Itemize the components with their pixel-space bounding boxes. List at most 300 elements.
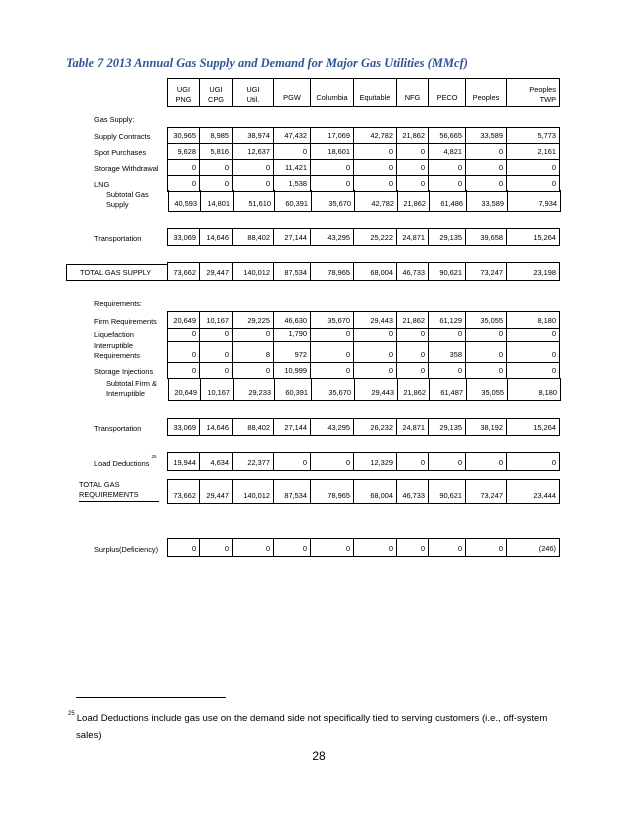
row-label-text: Requirements: <box>94 299 143 309</box>
table-cell: 38,974 <box>247 131 270 141</box>
table-cell: 24,871 <box>402 233 425 243</box>
table-cell: 33,069 <box>173 233 196 243</box>
table-row <box>66 378 561 401</box>
table-cell: 0 <box>551 163 556 173</box>
table-cell: 0 <box>265 329 270 339</box>
row-label <box>66 454 167 471</box>
table-cell-box <box>274 142 311 159</box>
table-cell-box <box>429 142 466 159</box>
row-label <box>66 160 167 176</box>
row-label <box>66 297 167 311</box>
table-cell-box <box>200 327 233 341</box>
row-label-text: Subtotal Gas Supply <box>106 190 149 210</box>
table-cell: 0 <box>224 366 229 376</box>
table-cell-box <box>354 142 397 159</box>
row-label <box>66 540 167 557</box>
table-cell-box <box>354 539 397 556</box>
table-cell-box <box>167 539 200 556</box>
row-label <box>66 363 167 379</box>
row-label <box>66 113 167 127</box>
table-cell-box <box>466 539 507 556</box>
table-cell-box <box>234 378 275 400</box>
table-cell: 35,055 <box>480 316 503 326</box>
table-cell: 0 <box>498 458 503 468</box>
table-cell-box <box>200 159 233 175</box>
table-cell: 78,965 <box>327 491 350 501</box>
table-cell: 1,538 <box>288 179 307 189</box>
table-cell: 56,665 <box>439 131 462 141</box>
table-cell-box <box>429 229 466 245</box>
table-cell: 18,601 <box>327 147 350 157</box>
table-cell-box <box>354 175 397 191</box>
table-cell: 0 <box>345 329 350 339</box>
table-cell-box <box>233 142 274 159</box>
column-header-line: UGI <box>246 85 260 94</box>
table-cell: 5,816 <box>210 147 229 157</box>
table-cell-box <box>397 419 429 435</box>
table-cell-box <box>200 480 233 503</box>
table-cell: 61,129 <box>439 316 462 326</box>
column-header <box>167 79 200 106</box>
table-cell: 0 <box>191 350 196 360</box>
table-cell: 27,144 <box>284 423 307 433</box>
table-cell-box <box>233 327 274 341</box>
table-cell-box <box>233 539 274 556</box>
table-cell: 88,402 <box>247 423 270 433</box>
table-cell-box <box>311 327 354 341</box>
table-cell: 35,670 <box>328 388 351 398</box>
table-row <box>66 452 560 471</box>
table-cell: 0 <box>345 163 350 173</box>
table-cell-box <box>398 190 430 211</box>
row-label <box>66 230 167 246</box>
table-cell-box <box>430 378 467 400</box>
row-label-text: Supply Contracts <box>94 132 151 142</box>
table-cell: 0 <box>265 366 270 376</box>
table-cell: 0 <box>420 350 425 360</box>
table-cell-box <box>507 128 560 143</box>
table-cell: 68,004 <box>370 491 393 501</box>
table-cell: 39,658 <box>480 233 503 243</box>
table-cell-box <box>397 453 429 470</box>
footnote-separator <box>76 697 226 698</box>
table-cell-box <box>397 229 429 245</box>
table-cell-box <box>507 419 560 435</box>
table-cell: 24,871 <box>402 423 425 433</box>
table-cell-box <box>233 229 274 245</box>
table-cell-box <box>200 128 233 143</box>
column-header-line: UGI <box>209 85 223 94</box>
table-cell-box <box>200 263 233 280</box>
column-header-line: Util. <box>246 94 260 104</box>
table-cell-box <box>167 229 200 245</box>
table-cell-box <box>274 327 311 341</box>
table-row <box>66 418 560 436</box>
table-cell: 23,198 <box>533 268 556 278</box>
table-cell: 0 <box>224 544 229 554</box>
table-cell: 0 <box>498 147 503 157</box>
table-cell-box <box>354 480 397 503</box>
table-cell: 0 <box>388 350 393 360</box>
table-cell-box <box>274 362 311 378</box>
table-cell: 21,862 <box>402 131 425 141</box>
table-cell: 23,444 <box>533 491 556 501</box>
table-cell-box <box>233 128 274 143</box>
table-cell-box <box>354 362 397 378</box>
row-label-text: Firm Requirements <box>94 317 157 327</box>
table-cell: 51,610 <box>248 199 271 209</box>
row-label-text: Spot Purchases <box>94 148 147 158</box>
table-cell-box <box>167 419 200 435</box>
table-cell: 35,670 <box>328 199 351 209</box>
table-cell-box <box>430 190 467 211</box>
table-row <box>66 159 560 176</box>
table-cell: 0 <box>224 179 229 189</box>
table-cell-box <box>466 341 507 362</box>
table-cell-box <box>275 378 312 400</box>
table-cell: 19,944 <box>173 458 196 468</box>
table-cell-box <box>429 327 466 341</box>
table-cell-box <box>466 362 507 378</box>
table-cell: 0 <box>191 366 196 376</box>
table-row <box>66 228 560 246</box>
table-cell: 0 <box>388 366 393 376</box>
table-cell: 29,443 <box>371 388 394 398</box>
table-cell: 90,621 <box>439 491 462 501</box>
table-cell: 0 <box>302 147 307 157</box>
table-cell: 29,447 <box>206 268 229 278</box>
table-cell: 0 <box>457 329 462 339</box>
table-cell-box <box>397 142 429 159</box>
table-cell-box <box>429 341 466 362</box>
table-cell-box <box>233 312 274 328</box>
table-cell: 0 <box>551 366 556 376</box>
table-cell-box <box>397 175 429 191</box>
table-cell-box <box>167 175 200 191</box>
table-cell-box <box>233 341 274 362</box>
column-header-line: Equitable <box>359 93 391 102</box>
table-cell: 0 <box>345 544 350 554</box>
column-header-line: CPG <box>207 94 224 104</box>
table-cell: 8,180 <box>538 388 557 398</box>
row-label <box>66 481 167 504</box>
row-label-text: Storage Withdrawal <box>94 164 159 174</box>
table-cell-box <box>429 453 466 470</box>
table-cell-box <box>354 128 397 143</box>
table-cell-box <box>355 378 398 400</box>
column-header-line: UGI <box>176 85 191 94</box>
table-cell: 29,135 <box>439 233 462 243</box>
table-cell: 12,637 <box>247 147 270 157</box>
table-cell: 26,232 <box>370 423 393 433</box>
table-cell-box <box>507 175 560 191</box>
table-cell: 0 <box>388 179 393 189</box>
table-cell-box <box>397 128 429 143</box>
table-cell: 0 <box>551 458 556 468</box>
table-row <box>66 538 560 557</box>
table-cell: 2,161 <box>537 147 556 157</box>
column-header <box>466 79 507 106</box>
table-cell-box <box>466 419 507 435</box>
table-cell-box <box>429 362 466 378</box>
table-cell: 14,646 <box>206 423 229 433</box>
table-cell: 90,621 <box>439 268 462 278</box>
table-cell: 0 <box>191 329 196 339</box>
table-cell-box <box>311 263 354 280</box>
row-label-text: Storage Injections <box>94 367 154 377</box>
table-cell: 972 <box>294 350 307 360</box>
table-cell-box <box>466 312 507 328</box>
table-cell-box <box>311 128 354 143</box>
table-cell: 46,733 <box>402 491 425 501</box>
table-cell: 46,630 <box>284 316 307 326</box>
table-cell: 8,985 <box>210 131 229 141</box>
table-cell-box <box>200 419 233 435</box>
row-label <box>66 420 167 436</box>
table-cell-box <box>167 263 200 280</box>
table-cell-box <box>167 128 200 143</box>
table-cell-box <box>467 190 508 211</box>
table-cell: 0 <box>498 179 503 189</box>
table-cell: 43,295 <box>327 423 350 433</box>
table-cell-box <box>168 190 201 211</box>
table-cell-box <box>429 539 466 556</box>
table-cell: 21,862 <box>403 388 426 398</box>
table-cell-box <box>200 453 233 470</box>
footnote-text: Load Deductions include gas use on the demand side not specifically tied to serving customers (i.e., off-system sales) <box>76 713 548 741</box>
table-cell: 140,012 <box>243 268 270 278</box>
table-cell: 10,167 <box>207 388 230 398</box>
column-header-line: Peoples <box>529 85 556 94</box>
table-cell: 73,662 <box>173 491 196 501</box>
table-cell: (246) <box>538 544 556 554</box>
table-cell: 27,144 <box>284 233 307 243</box>
table-cell: 0 <box>420 163 425 173</box>
table-row <box>66 142 560 160</box>
column-header-line: Columbia <box>316 93 348 102</box>
table-cell: 29,233 <box>248 388 271 398</box>
column-header-line: PECO <box>436 93 458 102</box>
column-header-line: TWP <box>539 94 556 104</box>
table-cell: 140,012 <box>243 491 270 501</box>
table-cell-box <box>507 263 560 280</box>
table-cell: 0 <box>457 366 462 376</box>
page-number: 28 <box>312 749 326 763</box>
row-label-text: Load Deductions <box>94 459 150 469</box>
table-cell-box <box>233 159 274 175</box>
table-cell: 88,402 <box>247 233 270 243</box>
row-label <box>66 191 168 212</box>
table-cell-box <box>397 159 429 175</box>
table-row <box>66 341 560 363</box>
table-cell: 10,999 <box>284 366 307 376</box>
table-cell: 14,801 <box>207 199 230 209</box>
table-cell: 8 <box>265 350 270 360</box>
table-cell: 0 <box>345 458 350 468</box>
table-cell: 0 <box>388 163 393 173</box>
table-cell-box <box>467 378 508 400</box>
table-cell-box <box>354 312 397 328</box>
table-cell: 87,534 <box>284 491 307 501</box>
table-row <box>66 479 560 504</box>
table-cell: 4,821 <box>443 147 462 157</box>
table-cell-box <box>274 159 311 175</box>
table-cell-box <box>466 453 507 470</box>
table-cell: 0 <box>265 544 270 554</box>
table-row <box>66 262 560 281</box>
table-cell-box <box>507 480 560 503</box>
row-label-text: TOTAL GAS REQUIREMENTS <box>79 480 159 502</box>
table-cell-box <box>311 419 354 435</box>
table-cell: 10,167 <box>206 316 229 326</box>
table-cell-box <box>274 128 311 143</box>
table-cell-box <box>354 159 397 175</box>
table-cell-box <box>507 539 560 556</box>
table-cell-box <box>397 341 429 362</box>
table-cell: 0 <box>345 179 350 189</box>
table-cell-box <box>507 312 560 328</box>
column-header <box>311 79 354 106</box>
table-title: Table 7 2013 Annual Gas Supply and Demand for Major Gas Utilities (MMcf) <box>66 56 468 70</box>
table-cell: 12,329 <box>370 458 393 468</box>
table-cell: 0 <box>302 544 307 554</box>
table-cell-box <box>167 327 200 341</box>
table-cell-box <box>168 378 201 400</box>
row-label-text: Gas Supply: <box>94 115 135 125</box>
table-cell: 0 <box>388 147 393 157</box>
column-header-line: PNG <box>175 94 192 104</box>
table-cell-box <box>167 480 200 503</box>
table-cell-box <box>200 312 233 328</box>
table-cell-box <box>507 229 560 245</box>
table-cell: 0 <box>388 329 393 339</box>
table-cell: 5,773 <box>537 131 556 141</box>
table-cell: 29,225 <box>247 316 270 326</box>
table-cell: 0 <box>551 350 556 360</box>
table-cell: 30,965 <box>173 131 196 141</box>
table-cell-box <box>200 229 233 245</box>
table-cell-box <box>429 159 466 175</box>
table-cell-box <box>354 263 397 280</box>
table-cell: 0 <box>224 163 229 173</box>
table-cell-box <box>167 142 200 159</box>
table-cell-box <box>200 341 233 362</box>
table-cell-box <box>397 480 429 503</box>
table-cell-box <box>312 190 355 211</box>
table-cell: 73,247 <box>480 491 503 501</box>
row-label <box>66 328 167 342</box>
table-cell-box <box>167 453 200 470</box>
table-cell-box <box>397 539 429 556</box>
table-cell: 35,055 <box>481 388 504 398</box>
table-cell-box <box>201 190 234 211</box>
table-cell-box <box>507 159 560 175</box>
table-cell: 60,391 <box>285 388 308 398</box>
table-cell: 11,421 <box>284 163 307 173</box>
table-cell-box <box>233 453 274 470</box>
table-cell: 20,649 <box>174 388 197 398</box>
table-cell-box <box>311 453 354 470</box>
table-cell: 17,069 <box>327 131 350 141</box>
table-cell: 33,589 <box>481 199 504 209</box>
column-header <box>429 79 466 106</box>
table-cell: 40,593 <box>174 199 197 209</box>
table-cell-box <box>507 327 560 341</box>
table-cell: 33,589 <box>480 131 503 141</box>
table-row <box>66 327 560 342</box>
table-cell-box <box>200 539 233 556</box>
footnote-number: 25 <box>68 711 75 717</box>
table-cell-box <box>274 341 311 362</box>
column-header-line: PGW <box>283 93 301 102</box>
table-cell-box <box>233 175 274 191</box>
table-cell: 0 <box>224 329 229 339</box>
table-cell-box <box>507 362 560 378</box>
table-cell-box <box>233 419 274 435</box>
table-cell: 21,862 <box>403 199 426 209</box>
column-header <box>354 79 397 106</box>
table-cell-box <box>311 341 354 362</box>
table-cell: 42,782 <box>370 131 393 141</box>
row-label-text: Transportation <box>94 424 142 434</box>
table-cell-box <box>274 229 311 245</box>
table-row <box>66 297 167 311</box>
column-header-line: NFG <box>404 93 421 102</box>
table-cell: 0 <box>191 544 196 554</box>
table-cell: 29,447 <box>206 491 229 501</box>
row-label-text: LNG <box>94 180 110 190</box>
table-cell: 4,634 <box>210 458 229 468</box>
table-row <box>66 362 560 379</box>
table-row <box>66 190 561 212</box>
table-cell-box <box>397 263 429 280</box>
table-cell-box <box>274 539 311 556</box>
table-cell-box <box>200 175 233 191</box>
table-cell-box <box>200 362 233 378</box>
table-cell: 38,192 <box>480 423 503 433</box>
table-cell: 0 <box>224 350 229 360</box>
table-cell: 42,782 <box>371 199 394 209</box>
table-cell: 14,646 <box>206 233 229 243</box>
table-cell: 0 <box>551 329 556 339</box>
table-cell-box <box>311 480 354 503</box>
row-label-text: Surplus(Deficiency) <box>94 545 159 555</box>
table-cell-box <box>507 453 560 470</box>
table-cell: 0 <box>457 458 462 468</box>
row-label-text: Liquefaction <box>94 330 134 340</box>
table-cell-box <box>354 327 397 341</box>
table-cell: 0 <box>457 544 462 554</box>
table-cell-box <box>167 341 200 362</box>
table-cell-box <box>274 453 311 470</box>
table-cell: 68,004 <box>370 268 393 278</box>
table-cell-box <box>274 175 311 191</box>
table-cell: 0 <box>265 163 270 173</box>
table-cell-box <box>466 263 507 280</box>
table-cell: 35,670 <box>327 316 350 326</box>
row-label-text: Transportation <box>94 234 142 244</box>
table-cell-box <box>275 190 312 211</box>
table-cell-box <box>397 312 429 328</box>
table-cell: 78,965 <box>327 268 350 278</box>
table-cell: 46,733 <box>402 268 425 278</box>
table-cell: 0 <box>498 350 503 360</box>
table-cell: 0 <box>345 350 350 360</box>
row-label <box>66 264 167 281</box>
table-cell-box <box>466 327 507 341</box>
table-cell-box <box>311 159 354 175</box>
table-cell-box <box>429 419 466 435</box>
